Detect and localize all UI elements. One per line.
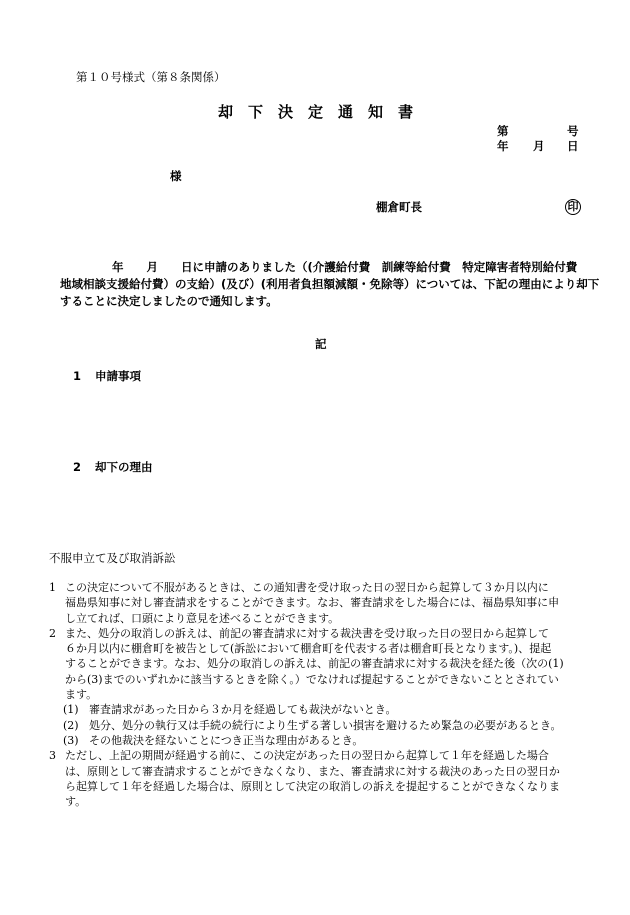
subitem-number: (2): [63, 718, 79, 732]
paragraph-line: から(3)までのいずれかに該当するときを除く。）でなければ提起することができないこととされてい: [65, 672, 559, 686]
item-number: 1: [73, 369, 82, 383]
paragraph-line: す。: [65, 795, 87, 809]
notice-body: [60, 259, 600, 310]
subitem-number: (3): [63, 733, 79, 747]
number-prefix: 第: [497, 124, 509, 138]
paragraph-line: ら起算して１年を経過した場合は、原則として決定の取消しの訴えを提起することができなくなりま: [65, 779, 560, 793]
paragraph-number: 3: [49, 749, 56, 763]
paragraph-line: この決定について不服があるときは、この通知書を受け取った日の翌日から起算して３か月以内に: [65, 581, 549, 594]
subitem-text: その他裁決を経ないことにつき正当な理由があるとき。: [89, 733, 364, 747]
notice-body-line: 年 月 日に申請のありました（(介護給付費 訓練等給付費 特定障害者特別給付費: [112, 260, 578, 274]
document-title: 却下決定通知書: [218, 103, 429, 121]
issuer-name: 棚倉町長: [376, 200, 422, 214]
date-year-label: 年: [497, 139, 509, 153]
item-label: 申請事項: [95, 369, 142, 383]
paragraph-number: 2: [49, 626, 56, 640]
paragraph-line: は、原則として審査請求することができなくなり、また、審査請求に対する裁決のあった日の翌日か: [65, 764, 560, 778]
paragraph-line: ます。: [65, 688, 98, 702]
paragraph-line: し立てれば、口頭により意見を述べることができます。: [65, 611, 340, 625]
item-number: 2: [73, 460, 82, 474]
appeal-paragraph-1: [49, 580, 599, 626]
subitem-text: 処分、処分の執行又は手続の続行により生ずる著しい損害を避けるため緊急の必要があるとき。: [89, 718, 562, 732]
form-number: 第１０号様式（第８条関係）: [76, 70, 226, 84]
appeal-subitem-2: [49, 718, 599, 733]
appeal-heading: 不服申立て及び取消訴訟: [49, 551, 176, 565]
appeal-section: [49, 580, 599, 809]
item-rejection-reason: [73, 459, 153, 475]
notice-body-line: 地域相談支援給付費）の支給）(及び）(利用者負担額減額・免除等）については、下記の理由により却下: [60, 277, 600, 291]
appeal-paragraph-3: [49, 748, 599, 809]
appeal-subitem-1: [49, 702, 599, 717]
paragraph-line: することができます。なお、処分の取消しの訴えは、前記の審査請求に対する裁決を経た後（次の(1): [65, 657, 564, 671]
appeal-paragraph-2: [49, 626, 599, 702]
notice-body-line: することに決定しましたので通知します。: [60, 294, 278, 308]
item-application-matter: [73, 368, 141, 384]
date-day-label: 日: [567, 139, 579, 153]
number-suffix: 号: [567, 124, 579, 138]
ki-heading: 記: [315, 337, 327, 351]
seal-mark: 印: [565, 199, 581, 215]
paragraph-line: また、処分の取消しの訴えは、前記の審査請求に対する裁決書を受け取った日の翌日から起算して: [65, 626, 549, 640]
date-month-label: 月: [533, 139, 545, 153]
paragraph-line: ６か月以内に棚倉町を被告として(訴訟において棚倉町を代表する者は棚倉町長となります。)、提起: [65, 642, 552, 656]
item-label: 却下の理由: [95, 460, 153, 474]
paragraph-number: 1: [49, 581, 56, 594]
subitem-number: (1): [63, 703, 79, 717]
subitem-text: 審査請求があった日から３か月を経過しても裁決がないとき。: [89, 703, 397, 717]
appeal-subitem-3: [49, 733, 599, 748]
addressee-suffix: 様: [170, 169, 182, 183]
paragraph-line: 福島県知事に対し審査請求をすることができます。なお、審査請求をした場合には、福島県知事に申: [65, 596, 560, 610]
paragraph-line: ただし、上記の期間が経過する前に、この決定があった日の翌日から起算して１年を経過した場合: [65, 749, 549, 763]
